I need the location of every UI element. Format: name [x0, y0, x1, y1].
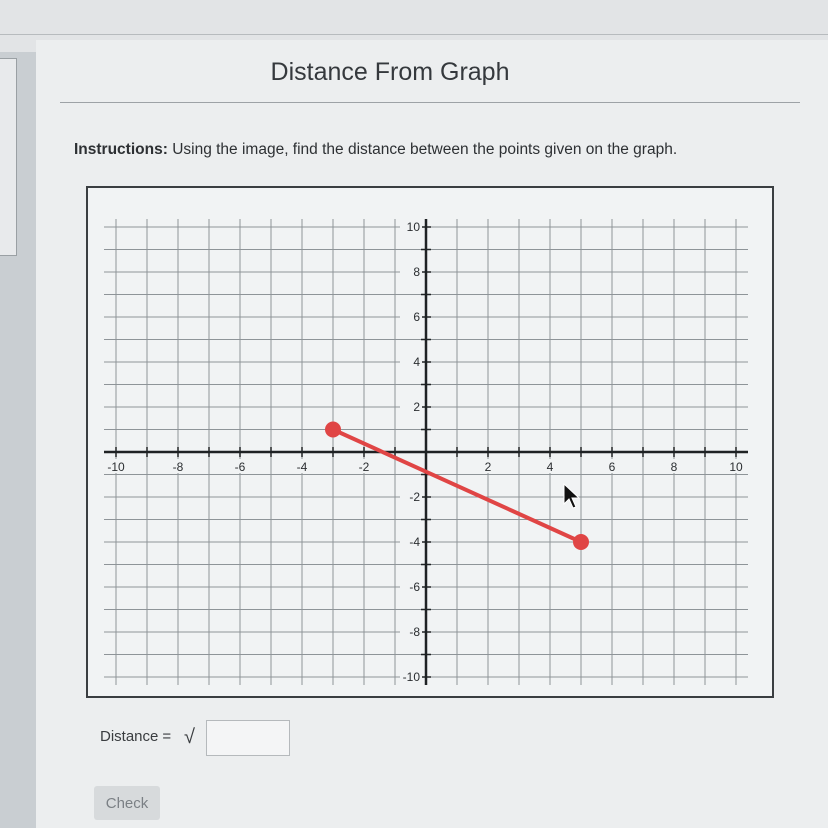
segment-endpoint	[573, 534, 589, 550]
graph-svg	[88, 188, 772, 696]
coordinate-graph	[86, 186, 774, 698]
instructions	[74, 141, 677, 159]
y-tick-label: -8	[409, 625, 420, 639]
title-divider	[60, 102, 800, 103]
distance-answer-input[interactable]	[206, 720, 290, 756]
y-tick-label: -4	[409, 535, 420, 549]
y-tick-label: -10	[402, 670, 420, 684]
distance-label	[100, 728, 171, 745]
y-tick-label: 2	[413, 400, 420, 414]
y-tick-label: -2	[409, 490, 420, 504]
x-tick-label: 4	[546, 460, 554, 474]
instructions-label: Instructions:	[74, 141, 168, 158]
instructions-text: Using the image, find the distance between the points given on the graph.	[172, 141, 678, 158]
x-tick-label: -8	[172, 460, 184, 474]
x-tick-label: 10	[729, 460, 743, 474]
page-title: Distance From Graph	[270, 58, 510, 86]
y-tick-label: 4	[413, 355, 420, 369]
x-tick-label: -4	[296, 460, 308, 474]
side-panel	[0, 58, 17, 256]
x-tick-label: 2	[484, 460, 492, 474]
x-tick-label: -6	[234, 460, 246, 474]
square-root-icon: √	[184, 726, 195, 748]
distance-text: Distance	[100, 728, 159, 745]
x-tick-label: 8	[670, 460, 678, 474]
check-button[interactable]: Check	[94, 786, 160, 820]
equals-sign: =	[162, 728, 172, 745]
x-tick-label: 6	[608, 460, 616, 474]
divider	[0, 34, 828, 35]
y-tick-label: 6	[413, 310, 420, 324]
x-tick-label: -2	[358, 460, 370, 474]
mouse-cursor-icon	[564, 484, 579, 508]
y-tick-label: 10	[406, 220, 420, 234]
y-tick-label: 8	[413, 265, 420, 279]
y-tick-label: -6	[409, 580, 420, 594]
segment-endpoint	[325, 422, 341, 438]
x-tick-label: -10	[107, 460, 125, 474]
